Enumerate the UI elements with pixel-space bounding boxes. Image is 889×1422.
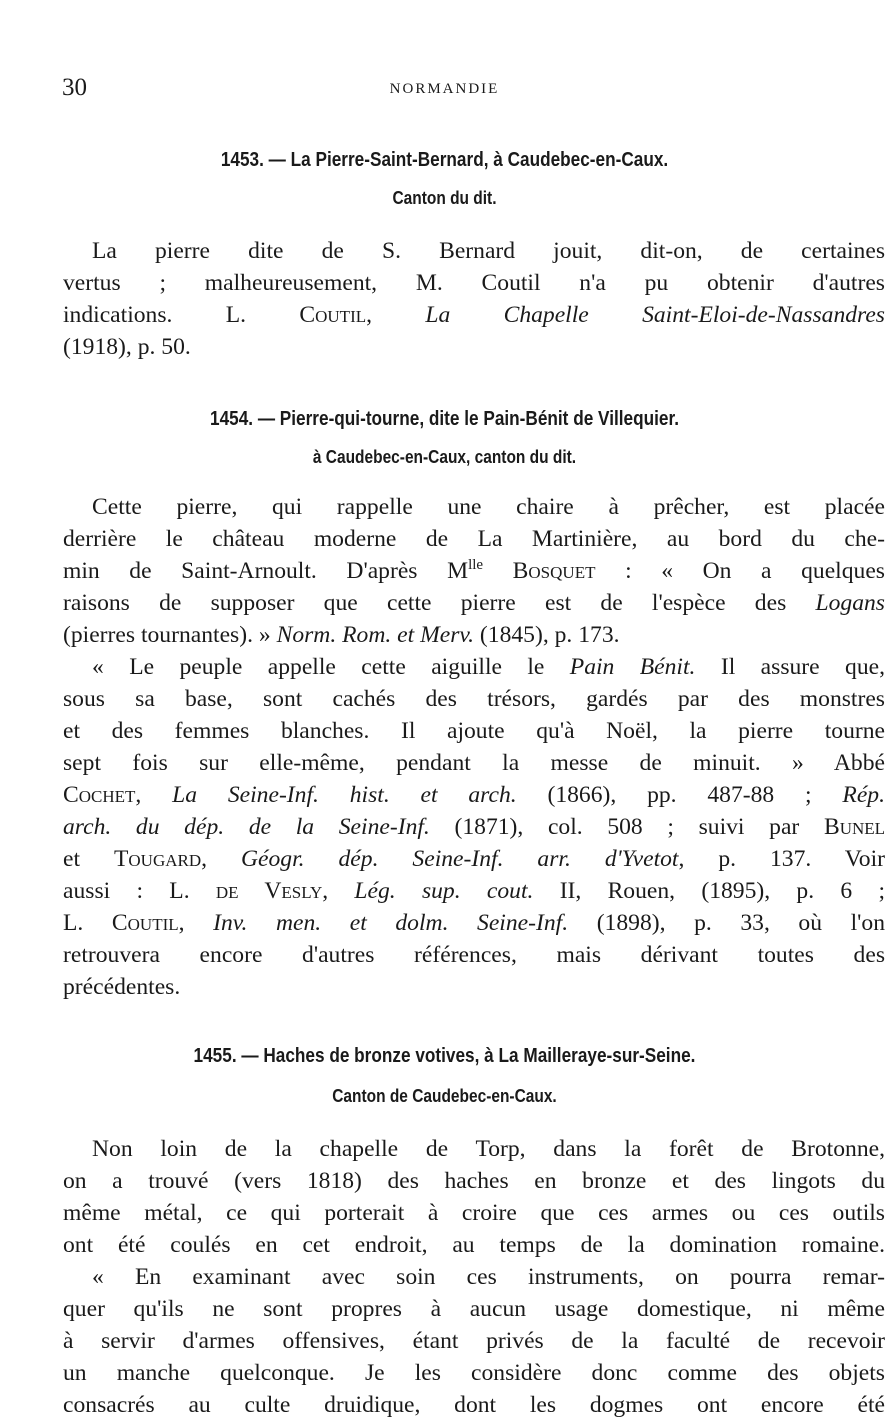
entry-1455-line-4: ont été coulés en cet endroit, au temps de la domination romaine. bbox=[63, 1232, 885, 1258]
entry-1453-line-1: La pierre dite de S. Bernard jouit, dit-on, de certaines bbox=[92, 238, 885, 264]
entry-1454-title: 1454. — Pierre-qui-tourne, dite le Pain-Bénit de Villequier. bbox=[210, 408, 679, 430]
entry-1455-title: 1455. — Haches de bronze votives, à La Mailleraye-sur-Seine. bbox=[193, 1045, 696, 1067]
entry-1454-line-2: derrière le château moderne de La Martinière, au bord du che- bbox=[63, 526, 885, 552]
entry-1455-line-5: « En examinant avec soin ces instruments, on pourra remar- bbox=[92, 1264, 885, 1290]
entry-1454-line-11: arch. du dép. de la Seine-Inf. (1871), col. 508 ; suivi par Bunel bbox=[63, 814, 886, 840]
entry-1455-line-2: on a trouvé (vers 1818) des haches en bronze et des lingots du bbox=[63, 1168, 885, 1194]
entry-1453-line-3: indications. L. Coutil, La Chapelle Saint-Eloi-de-Nassandres bbox=[63, 302, 885, 328]
entry-1454-subtitle: à Caudebec-en-Caux, canton du dit. bbox=[312, 447, 577, 467]
entry-1455-line-8: un manche quelconque. Je les considère donc comme des objets bbox=[63, 1360, 885, 1386]
entry-1454-line-3: min de Saint-Arnoult. D'après $M^{lle}$ Bosquet : « On a quelques bbox=[63, 557, 885, 584]
entry-1454-line-4: raisons de supposer que cette pierre est de l'espèce des Logans bbox=[63, 590, 885, 616]
entry-1455-subtitle: Canton de Caudebec-en-Caux. bbox=[332, 1086, 557, 1106]
running-title: NORMANDIE bbox=[389, 81, 500, 97]
entry-1455-line-1: Non loin de la chapelle de Torp, dans la forêt de Brotonne, bbox=[92, 1136, 885, 1162]
entry-1454-line-14: L. Coutil, Inv. men. et dolm. Seine-Inf. (1898), p. 33, où l'on bbox=[63, 910, 885, 936]
entry-1454-line-8: et des femmes blanches. Il ajoute qu'à Noël, la pierre tourne bbox=[63, 718, 885, 744]
entry-1453-title: 1453. — La Pierre-Saint-Bernard, à Caudebec-en-Caux. bbox=[220, 149, 669, 171]
entry-1454-line-7: sous sa base, sont cachés des trésors, gardés par des monstres bbox=[63, 686, 885, 712]
entry-1454-line-16: précédentes. bbox=[63, 974, 181, 1000]
entry-1454-line-10: Cochet, La Seine-Inf. hist. et arch. (1866), pp. 487-88 ; Rép. bbox=[63, 782, 886, 808]
entry-1455-line-7: à servir d'armes offensives, étant privés de la faculté de recevoir bbox=[63, 1328, 885, 1354]
page-number: 30 bbox=[62, 74, 87, 101]
entry-1455-line-3: même métal, ce qui porterait à croire que ces armes ou ces outils bbox=[63, 1200, 885, 1226]
entry-1454-line-9: sept fois sur elle-même, pendant la messe de minuit. » Abbé bbox=[63, 750, 885, 776]
entry-1455-line-6: quer qu'ils ne sont propres à aucun usage domestique, ni même bbox=[63, 1296, 885, 1322]
entry-1453-line-4: (1918), p. 50. bbox=[63, 334, 191, 360]
entry-1454-line-13: aussi : L. de Vesly, Lég. sup. cout. II, Rouen, (1895), p. 6 ; bbox=[63, 878, 885, 904]
entry-1454-line-6: « Le peuple appelle cette aiguille le Pain Bénit. Il assure que, bbox=[92, 654, 885, 680]
entry-1454-line-5: (pierres tournantes). » Norm. Rom. et Merv. (1845), p. 173. bbox=[63, 622, 620, 648]
entry-1454-line-12: et Tougard, Géogr. dép. Seine-Inf. arr. d'Yvetot, p. 137. Voir bbox=[63, 846, 886, 872]
entry-1453-line-2: vertus ; malheureusement, M. Coutil n'a pu obtenir d'autres bbox=[63, 270, 885, 296]
entry-1455-line-9: consacrés au culte druidique, dont les dogmes ont encore été bbox=[63, 1392, 885, 1418]
entry-1454-line-1: Cette pierre, qui rappelle une chaire à prêcher, est placée bbox=[92, 494, 885, 520]
entry-1454-line-15: retrouvera encore d'autres références, mais dérivant toutes des bbox=[63, 942, 885, 968]
entry-1453-subtitle: Canton du dit. bbox=[392, 188, 497, 208]
